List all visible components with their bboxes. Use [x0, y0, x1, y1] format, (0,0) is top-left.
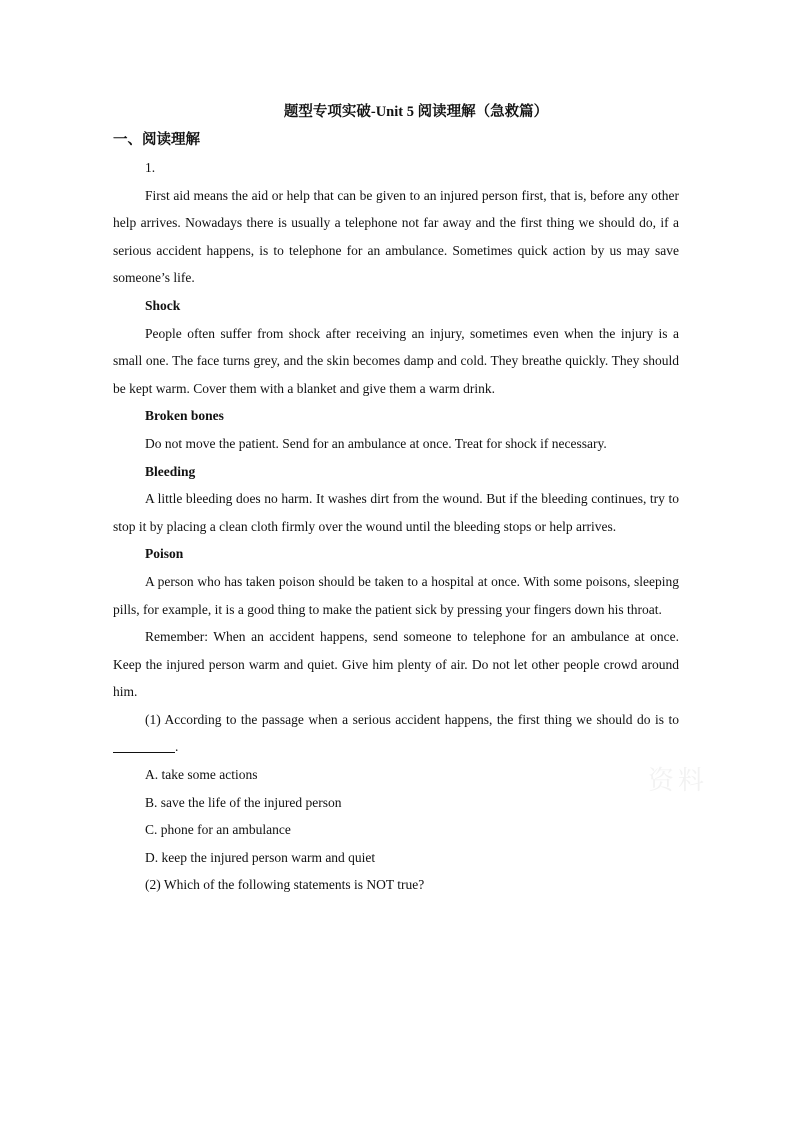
question-2-stem: (2) Which of the following statements is NOT true?: [145, 877, 425, 893]
section-heading: 一、阅读理解: [113, 132, 200, 148]
topic-text-poison: A person who has taken poison should be taken to a hospital at once. With some poisons, sleeping pills, for example, it is a good thing to make the patient sick by pressing your fingers down his throat.: [113, 573, 679, 617]
topic-heading-shock: Shock: [145, 297, 181, 313]
document-title: 题型专项实破-Unit 5 阅读理解（急救篇）: [283, 104, 549, 120]
document-page: [113, 98, 679, 899]
question-1-stem-end: .: [175, 739, 179, 755]
answer-blank: [113, 738, 175, 753]
topic-text-bleeding: A little bleeding does no harm. It washes dirt from the wound. But if the bleeding continues, try to stop it by placing a clean cloth firmly over the wound until the bleeding stops or help arrives.: [113, 491, 679, 534]
intro-paragraph: First aid means the aid or help that can be given to an injured person first, that is, before any other help arrives. Nowadays there is usually a telephone not far away and the first thing we should do, if a serious accident happens, is to telephone for an ambulance. Sometimes quick action by us may save someone’s life.: [113, 187, 679, 286]
topic-text-broken-bones: Do not move the patient. Send for an ambulance at once. Treat for shock if necessary.: [145, 435, 607, 451]
question-1-stem: [113, 706, 679, 761]
question-number: 1.: [145, 160, 156, 175]
topic-heading-poison: Poison: [145, 546, 184, 562]
question-1-option-c: C. phone for an ambulance: [145, 822, 291, 838]
question-1-option-b: B. save the life of the injured person: [145, 794, 342, 810]
remember-paragraph: Remember: When an accident happens, send someone to telephone for an ambulance at once. Keep the injured person warm and quiet. Give him plenty of air. Do not let other people crowd around him.: [113, 629, 679, 700]
question-1-option-a: A. take some actions: [145, 767, 258, 783]
question-1-stem-text: (1) According to the passage when a serious accident happens, the first thing we should do is to: [145, 711, 679, 727]
topic-heading-bleeding: Bleeding: [145, 463, 196, 479]
topic-heading-broken-bones: Broken bones: [145, 408, 224, 424]
watermark-text: 资料: [648, 766, 709, 796]
topic-text-shock: People often suffer from shock after receiving an injury, sometimes even when the injury is a small one. The face turns grey, and the skin becomes damp and cold. They breathe quickly. They should be kept warm. Cover them with a blanket and give them a warm drink.: [113, 325, 679, 396]
question-1-option-d: D. keep the injured person warm and quiet: [145, 849, 376, 865]
